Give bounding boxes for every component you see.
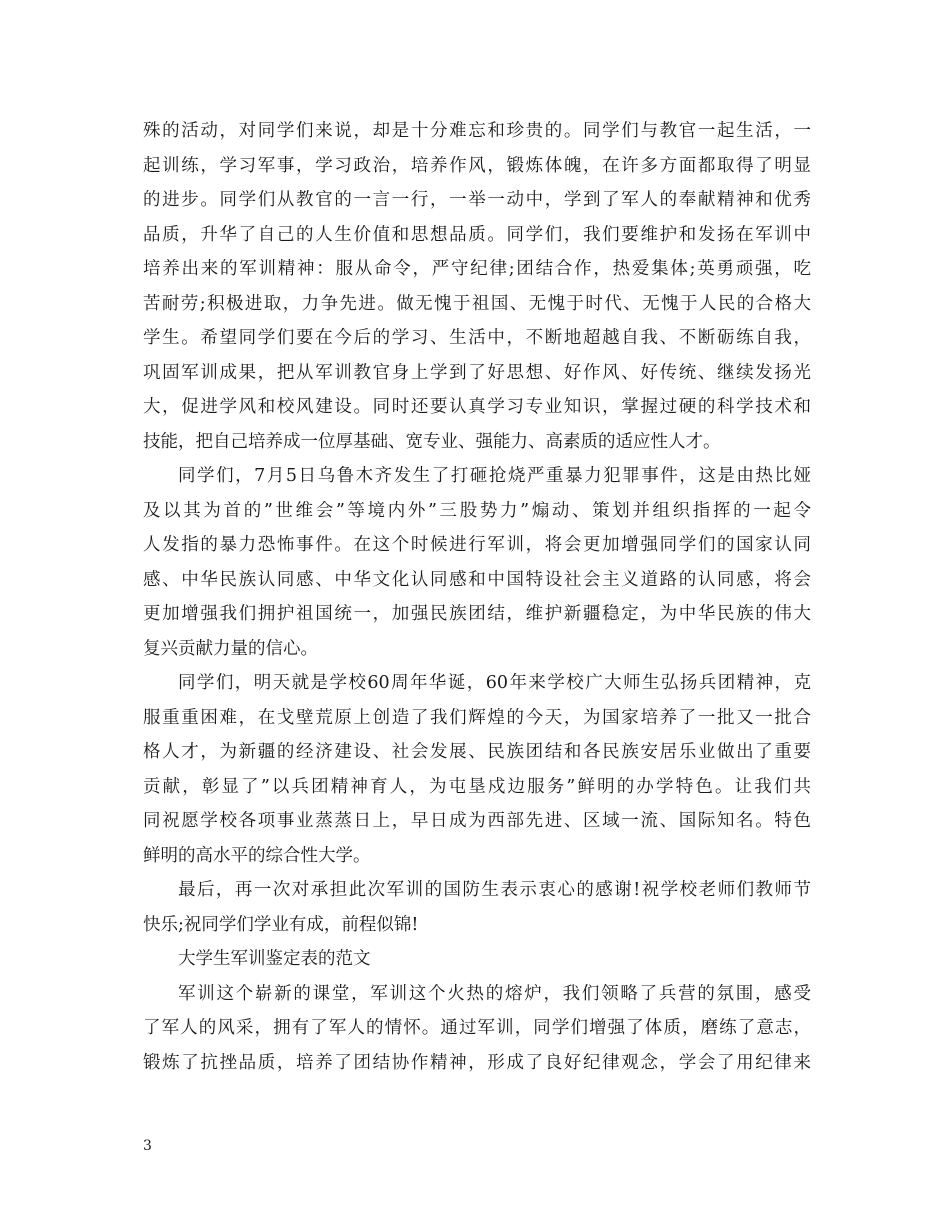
text-line: 技能，把自己培养成一位厚基础、宽专业、强能力、高素质的适应性人才。	[143, 431, 721, 452]
text-line: 及以其为首的”世维会”等境内外”三股势力”煽动、策划并组织指挥的一起令	[143, 500, 811, 521]
text-line: 的进步。同学们从教官的一言一行，一举一动中，学到了军人的奉献精神和优秀	[143, 190, 811, 210]
text-line: 起训练，学习军事，学习政治，培养作风，锻炼体魄，在许多方面都取得了明显	[143, 155, 811, 176]
text-line: 殊的活动，对同学们来说，却是十分难忘和珍贵的。同学们与教官一起生活，一	[143, 121, 811, 141]
text-line: 培养出来的军训精神：服从命令，严守纪律;团结合作，热爱集体;英勇顽强，吃	[143, 259, 811, 279]
page-number: 3	[143, 1138, 152, 1154]
text-line: 了军人的风采，拥有了军人的情怀。通过军训，同学们增强了体质，磨练了意志，	[143, 1018, 811, 1038]
text-line: 快乐;祝同学们学业有成，前程似锦!	[143, 914, 419, 935]
text-line: 同学们，明天就是学校60周年华诞，60年来学校广大师生弘扬兵团精神，克	[178, 673, 811, 693]
text-line: 品质，升华了自己的人生价值和思想品质。同学们，我们要维护和发扬在军训中	[143, 224, 811, 245]
text-line: 更加增强我们拥护祖国统一，加强民族团结，维护新疆稳定，为中华民族的伟大	[143, 604, 811, 624]
text-line: 鲜明的高水平的综合性大学。	[143, 845, 371, 866]
text-line: 苦耐劳;积极进取，力争先进。做无愧于祖国、无愧于时代、无愧于人民的合格大	[143, 293, 811, 314]
text-line: 学生。希望同学们要在今后的学习、生活中，不断地超越自我、不断砺练自我，	[143, 328, 811, 348]
text-line: 巩固军训成果，把从军训教官身上学到了好思想、好作风、好传统、继续发扬光	[143, 362, 811, 383]
text-line: 最后，再一次对承担此次军训的国防生表示衷心的感谢!祝学校老师们教师节	[178, 880, 811, 900]
text-line: 同祝愿学校各项事业蒸蒸日上，早日成为西部先进、区域一流、国际知名。特色	[143, 811, 811, 831]
text-line: 大，促进学风和校风建设。同时还要认真学习专业知识，掌握过硬的科学技术和	[143, 397, 811, 417]
section-heading: 大学生军训鉴定表的范文	[178, 949, 371, 969]
text-line: 格人才，为新疆的经济建设、社会发展、民族团结和各民族安居乐业做出了重要	[143, 742, 811, 762]
text-line: 贡献，彰显了”以兵团精神育人，为屯垦戍边服务”鲜明的办学特色。让我们共	[143, 776, 811, 797]
text-line: 服重重困难，在戈壁荒原上创造了我们辉煌的今天，为国家培养了一批又一批合	[143, 707, 811, 728]
text-line: 军训这个崭新的课堂，军训这个火热的熔炉，我们领略了兵营的氛围，感受	[178, 983, 811, 1004]
document-body	[143, 114, 811, 1080]
text-line: 复兴贡献力量的信心。	[143, 638, 318, 659]
text-line: 感、中华民族认同感、中华文化认同感和中国特设社会主义道路的认同感，将会	[143, 569, 811, 590]
text-line: 人发指的暴力恐怖事件。在这个时候进行军训，将会更加增强同学们的国家认同	[143, 535, 811, 555]
text-line: 锻炼了抗挫品质，培养了团结协作精神，形成了良好纪律观念，学会了用纪律来	[143, 1052, 811, 1073]
text-line: 同学们，7月5日乌鲁木齐发生了打砸抢烧严重暴力犯罪事件，这是由热比娅	[178, 466, 811, 486]
